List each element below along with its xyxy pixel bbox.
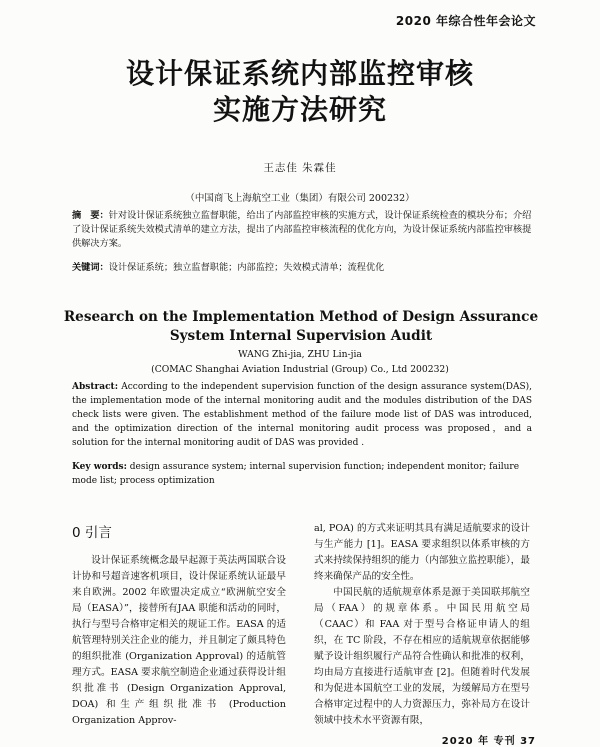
body-paragraph: al, POA) 的方式来证明其具有满足适航要求的设计与生产能力 [1]。EASA 要求组织以体系审核的方式来持续保持组织的能力（内部独立监控职能），最终来确保产品的安全性。 [314, 523, 530, 582]
keywords-en-text: design assurance system; internal supervision function; independent monitor; failure mode list; process optimization [72, 462, 520, 486]
paper-title-cn [0, 56, 600, 128]
abstract-cn-label: 摘 要： [72, 210, 109, 221]
running-header: 2020 年综合性年会论文 [395, 14, 536, 28]
abstract-cn [72, 209, 532, 251]
body-paragraph: 中国民航的适航规章体系是源于美国联邦航空局（FAA）的规章体系。中国民用航空局（CAAC）和 FAA 对于型号合格证申请人的组织，在 TC 阶段，不存在相应的适航规章依据能够赋予设计组织履行产品符合性确认和批准的权利，均由局方直接进行适航审查 [2]。但随着时代发展和为促进本国航空工业的发展，为缓解局方在型号合格审定过程中的人力资源压力，弥补局方在设计领域中技术水平资源有限， [314, 587, 530, 726]
title-line-2: 实施方法研究 [212, 93, 387, 126]
paper-title-en: Research on the Implementation Method of Design Assurance System Internal Supervision Audit [63, 309, 539, 344]
keywords-cn-label: 关键词： [72, 262, 109, 273]
keywords-cn [72, 261, 532, 275]
abstract-en-text: According to the independent supervision function of the design assurance system(DAS), the implementation mode of the internal monitoring audit and the modules distribution of the DAS check lists were given. The establishment method of the failure mode list of DAS was introduced, and the optimization direction of the internal monitoring audit process was proposed，and a solution for the internal monitoring audit of DAS was provided . [72, 382, 532, 448]
body-column-left [72, 553, 286, 729]
keywords-en-label: Key words: [72, 462, 127, 472]
keywords-en [72, 460, 532, 488]
affiliation-en: (COMAC Shanghai Aviation Industrial (Group) Co., Ltd 200232) [151, 364, 449, 375]
keywords-cn-text: 设计保证系统；独立监督职能；内部监控；失效模式清单；流程优化 [108, 262, 385, 273]
authors-cn: 王志佳 朱霖佳 [263, 162, 337, 174]
authors-en: WANG Zhi-jia, ZHU Lin-jia [238, 349, 362, 360]
body-column-right [314, 521, 530, 729]
page-footer: 2020 年 专刊 37 [441, 736, 536, 747]
body-paragraph: 设计保证系统概念最早起源于英法两国联合设计协和号超音速客机项目，设计保证系统认证最早来自欧洲。2002 年欧盟决定成立“欧洲航空安全局（EASA）”，接替所有JAA 职能和活动的同时，执行与型号合格审定相关的规证工作。EASA 的适航管理特别关注企业的能力，并且制定了颇具特色的组织批准 (Organization Approval) 的适航管理方式。EASA 要求航空制造企业通过获得设计组织批准书 (Design Organization Approval, DOA) 和生产组织批准书 (Production Organization Approv- [72, 555, 286, 726]
affiliation-cn: （中国商飞上海航空工业（集团）有限公司 200232） [185, 193, 415, 204]
abstract-en-label: Abstract: [72, 382, 119, 392]
abstract-cn-text: 针对设计保证系统独立监督职能，给出了内部监控审核的实施方式，设计保证系统检查的模块分布；介绍了设计保证系统失效模式清单的建立方法，提出了内部监控审核流程的优化方向，为设计保证系统内部监控审核提供解决方案。 [72, 210, 532, 249]
section-heading: 0 引言 [72, 525, 112, 541]
title-line-1: 设计保证系统内部监控审核 [125, 57, 474, 90]
abstract-en [72, 380, 532, 450]
